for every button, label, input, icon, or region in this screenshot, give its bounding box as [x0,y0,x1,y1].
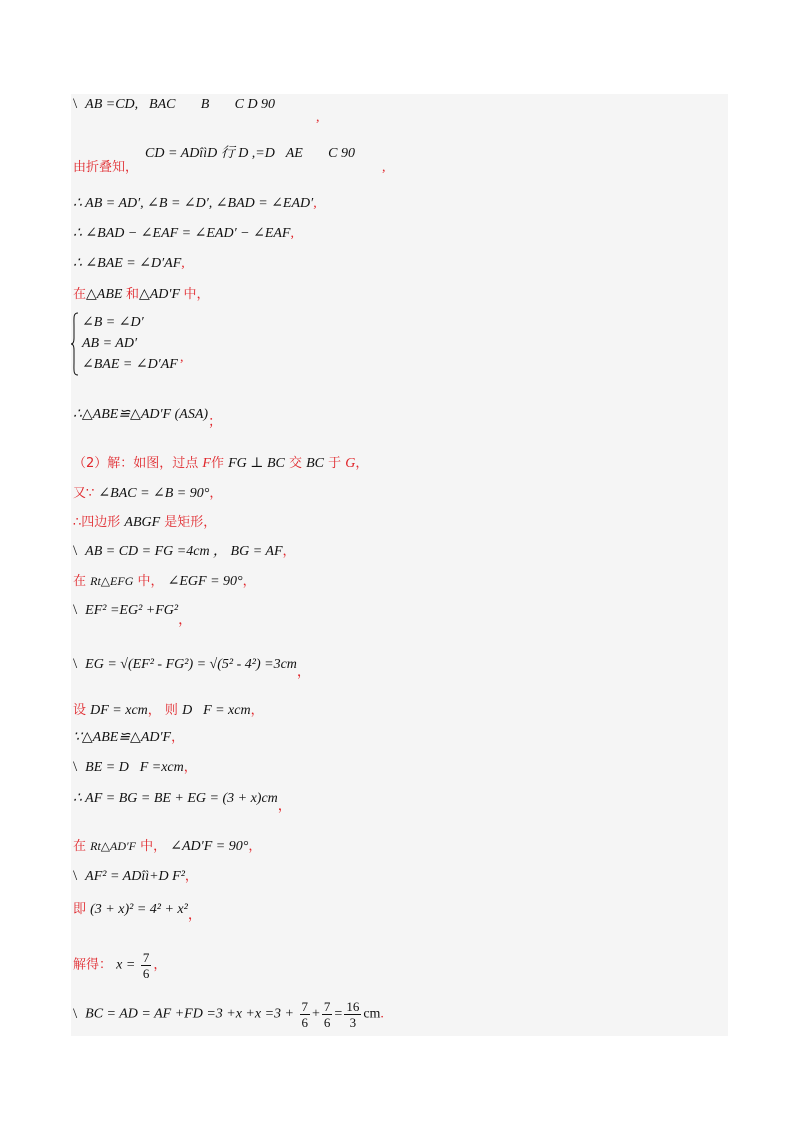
line-13-mid: 中， [133,574,168,589]
line-9-pre: （2）解：如图，过点 [73,456,203,471]
line-10-post: ， [209,486,223,501]
line-2 [145,144,355,164]
fraction-3 [344,999,361,1030]
fraction-denominator: 6 [301,1015,308,1030]
backslash-symbol: \ [73,868,78,884]
line-20 [73,836,261,857]
system-comma: , [180,350,184,365]
line-1-expr: AB =CD, BAC   B   C D 90 [85,97,276,112]
line-20-pre: 在 [73,839,91,854]
line-12 [73,541,296,562]
line-15-post: ， [296,665,311,680]
line-16-pre: 设 [73,703,91,718]
fraction-2 [322,999,333,1030]
line-3: 由折叠知， [73,160,139,175]
line-5 [73,224,294,244]
system-row-2: AB = AD′ [82,336,138,351]
line-18 [73,757,197,778]
backslash-symbol: \ [73,656,78,672]
line-10 [73,484,222,504]
line-5-comma: , [290,226,294,241]
system-row-3: ∠BAE = ∠D′AF [82,357,178,372]
line-17 [73,728,184,748]
equals-sign: = [334,1006,343,1022]
line-7-pre: 在 [73,287,87,302]
line-23-x: x = [116,957,136,973]
backslash-symbol: \ [73,96,78,112]
line-20-mid: 中， [135,839,171,854]
line-22-expr: (3 + x)² = 4² + x² [90,902,188,917]
fraction-7-6 [141,950,152,981]
line-22-post: ， [187,908,202,923]
fraction-numerator: 7 [301,999,308,1014]
line-14 [73,600,193,628]
line-18-post: ， [183,760,197,775]
line-24 [73,999,384,1030]
line-7-post: 中， [183,287,210,302]
line-6 [73,254,185,274]
line-1 [73,94,275,115]
line-11-pre: ∴四边形 [73,515,125,530]
line-4 [73,194,317,214]
line-2-comma: , [382,160,386,175]
line-21-expr: AF² = ADîì+D F² [85,869,185,884]
line-4-expr: ∴ AB = AD′, ∠B = ∠D′, ∠BAD = ∠EAD′ [73,196,314,211]
line-1-comma: , [316,110,320,125]
line-9-g: G [345,456,356,471]
line-13-expr2: ∠EGF = 90° [167,574,243,589]
backslash-symbol: \ [73,759,78,775]
line-12-expr: AB = CD = FG =4cm ， BG = AF [85,544,283,559]
line-16-mid: ， 则 [147,703,183,718]
brace-symbol [70,312,78,376]
line-9-mid3: 于 [323,456,346,471]
line-23-pre: 解得： [73,957,117,973]
backslash-symbol: \ [73,1005,78,1022]
line-15-expr: EG = √(EF² - FG²) = √(5² - 4²) =3cm [85,657,297,672]
line-11-post: 是矩形， [160,515,217,530]
line-24-post: . [380,1006,384,1022]
line-19-expr: ∴ AF = BG = BE + EG = (3 + x)cm [73,791,278,806]
line-7-mid: 和 [125,287,139,302]
line-9 [73,454,368,474]
fraction-denominator: 6 [142,966,150,981]
line-7-expr1: △ABE [86,287,123,302]
line-22 [73,900,202,923]
line-10-pre: 又∵ [73,486,99,501]
fraction-numerator: 7 [142,950,150,965]
line-21 [73,866,198,887]
line-9-bc: BC [306,456,324,471]
line-14-post: ， [178,613,193,628]
line-17-post: ， [171,730,185,745]
line-15 [73,654,311,680]
line-9-expr: FG ⊥ BC [228,456,285,471]
backslash-symbol: \ [73,543,78,559]
line-16-post: ， [250,703,264,718]
line-21-post: ， [184,869,198,884]
line-19 [73,789,292,814]
line-8-semi: ； [208,415,223,430]
line-9-f: F [202,456,211,471]
line-13-post: ， [242,574,256,589]
line-13 [73,571,256,592]
plus-sign: + [312,1006,320,1022]
line-18-expr: BE = D F =xcm [85,760,184,775]
fraction-numerator: 16 [346,999,360,1014]
line-16-expr1: DF = xcm [90,703,148,718]
line-23-post: ， [153,957,167,973]
line-4-comma: , [313,196,317,211]
line-13-expr1: Rt△EFG [90,574,134,588]
line-13-pre: 在 [73,574,91,589]
line-9-mid1: 作 [210,456,229,471]
fraction-numerator: 7 [323,999,331,1014]
line-5-expr: ∴ ∠BAD − ∠EAF = ∠EAD′ − ∠EAF [73,226,291,241]
line-2-expr: CD = ADîìD 行 D ,=D AE   C 90 [145,146,355,161]
line-23 [73,950,166,981]
line-6-expr: ∴ ∠BAE = ∠D′AF [73,256,182,271]
line-9-mid2: 交 [284,456,307,471]
line-11 [73,513,216,533]
line-7 [73,285,210,305]
line-8 [73,405,223,430]
line-9-post: ， [355,456,369,471]
line-20-expr2: ∠AD′F = 90° [170,839,249,854]
fraction-1 [300,999,311,1030]
line-10-expr: ∠BAC = ∠B = 90° [98,486,210,501]
line-19-post: ， [277,799,292,814]
line-24-expr: BC = AD = AF +FD =3 +x +x =3 + [85,1006,294,1022]
line-20-expr1: Rt△AD′F [90,839,136,853]
backslash-symbol: \ [73,602,78,618]
line-7-expr2: △AD′F [138,287,180,302]
line-14-expr: EF² =EG² +FG² [85,603,179,618]
fraction-denominator: 3 [349,1015,357,1030]
line-16 [73,701,264,721]
line-12-post: ， [282,544,296,559]
line-16-expr2: D F = xcm [182,703,251,718]
line-22-pre: 即 [73,902,91,917]
line-11-expr: ABGF [124,515,161,530]
line-8-expr: ∴△ABE≌△AD′F (ASA) [73,407,209,422]
system-row-1: ∠B = ∠D′ [82,315,144,330]
line-6-comma: , [181,256,185,271]
line-20-post: ， [248,839,262,854]
unit-cm: cm [363,1006,381,1022]
line-17-expr: ∵△ABE≌△AD′F [73,730,172,745]
fraction-denominator: 6 [323,1015,331,1030]
